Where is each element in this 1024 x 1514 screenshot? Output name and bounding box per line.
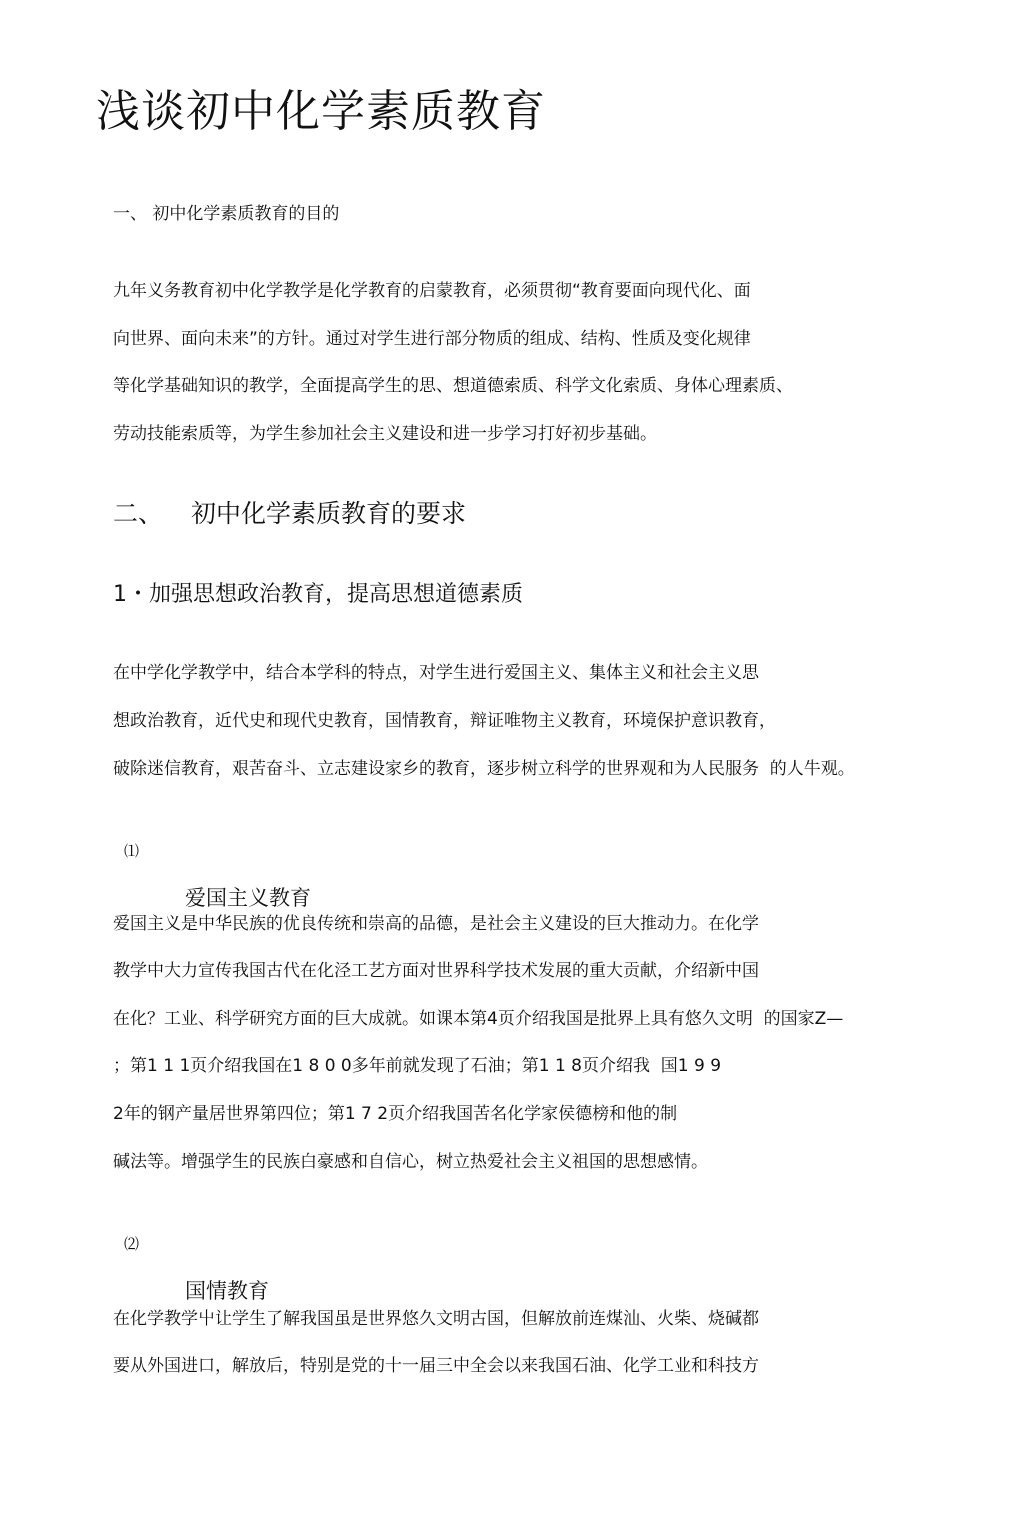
section-2-number: 二、 (113, 499, 164, 528)
paragraph-line: 教学中大力宣传我国古代在化泾工艺方面对世界科学技术发展的重大贡献，介绍新中国 (113, 961, 759, 981)
paragraph-line: 等化学基础知识的教学，全面提高学生的思、想道德索质、科学文化索质、身体心理素质、 (113, 376, 793, 396)
section-2-heading (113, 499, 466, 529)
paragraph-line: 在化？工业、科学研究方面的巨大成就。如课本第4页介绍我国是批界上具有悠久文明 的国家Z— (113, 1009, 844, 1029)
paragraph-line: 向世界、面向未来”的方针。通过对学生进行部分物质的组成、结构、性质及变化规律 (113, 329, 751, 349)
paragraph-line: 碱法等。增强学生的民族白豪感和自信心，树立热爱社会主义祖国的思想感情。 (113, 1152, 708, 1172)
item-1-label: 爱国主义教育 (185, 886, 311, 911)
paragraph-line: 破除迷信教育，艰苦奋斗、立志建设家乡的教育，逐步树立科学的世界观和为人民服务 的人牛观。 (113, 759, 855, 779)
paragraph-line: 2年的钢产量居世界第四位；第1 7 2页介绍我国苦名化学家侯德榜和他的制 (113, 1104, 678, 1124)
paragraph-line: 爱国主义是中华民族的优良传统和崇高的品德，是社会主义建设的巨大推动力。在化学 (113, 914, 759, 934)
paragraph-line: 在化学教学屮让学生了解我国虽是世界悠久文明古国，但解放前连煤汕、火柴、烧碱都 (113, 1309, 759, 1329)
item-2-number: ⑵ (124, 1235, 140, 1253)
paragraph-line: 在中学化学教学中，结合本学科的特点，对学生进行爱国主义、集体主义和社会主义思 (113, 663, 759, 683)
item-2-label: 国情教育 (185, 1279, 269, 1304)
paragraph-line: 劳动技能索质等，为学生参加社会主义建设和进一步学习打好初步基础。 (113, 424, 657, 444)
item-1-heading (0, 836, 311, 937)
section-1-heading: 一、 初中化学素质教育的目的 (113, 204, 340, 224)
paragraph-line: 九年义务教育初中化学教学是化学教育的启蒙教育，必须贯彻“教育要面向现代化、面 (113, 281, 751, 301)
paragraph-line: 要从外国进口，解放后，特别是党的十一届三中全会以来我国石油、化学工业和科技方 (113, 1356, 759, 1376)
subsection-1-heading: 1・加强思想政治教育，提高思想道德素质 (113, 582, 523, 607)
document-title: 浅谈初中化学素质教育 (96, 86, 546, 137)
item-1-number: ⑴ (124, 842, 140, 860)
section-2-title: 初中化学素质教育的要求 (191, 499, 467, 528)
item-2-heading (0, 1229, 269, 1330)
paragraph-line: 想政治教育，近代史和现代史教育，国情教育，辩证唯物主义教育，环境保护意识教育， (113, 711, 776, 731)
paragraph-line: ；第1 1 1页介绍我国在1 8 0 0多年前就发现了石油；第1 1 8页介绍我 国1 9 9 (113, 1056, 722, 1076)
